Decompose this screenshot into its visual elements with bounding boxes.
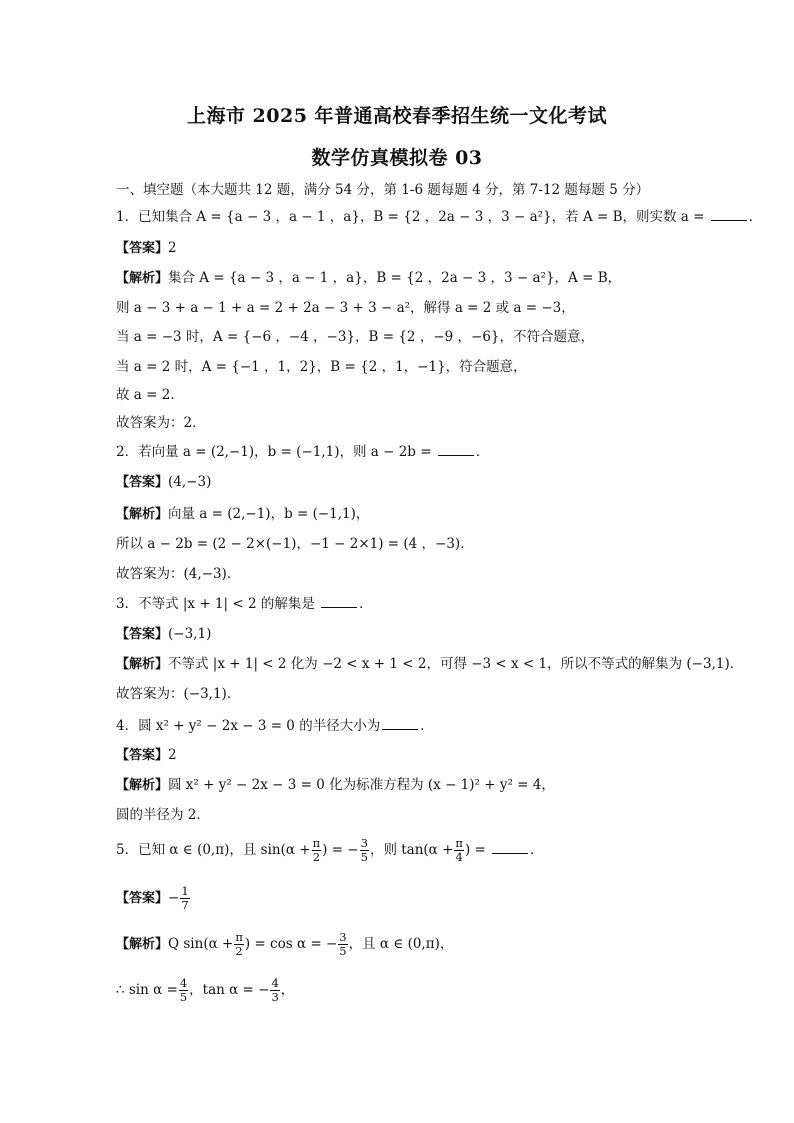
q5-analysis-2	[116, 976, 716, 1004]
fraction-denominator: 7	[181, 898, 189, 912]
section-heading: 一、填空题（本大题共 12 题，满分 54 分，第 1-6 题每题 4 分，第 7-12 题每题 5 分）	[116, 182, 650, 198]
fraction-numerator: 4	[271, 976, 279, 990]
answer-label: 【答案】	[116, 475, 169, 490]
q4-answer	[116, 746, 716, 765]
q1-analysis-4: 当 a = 2 时，A = {−1 ，1，2}，B = {2 ，1，−1}，符合题意，	[116, 359, 527, 375]
fraction-denominator: 5	[339, 944, 347, 958]
q1-analysis-5: 故 a = 2．	[116, 387, 184, 403]
q2-analysis-3: 故答案为：(4,−3)．	[116, 566, 241, 582]
q4-stem: 4．圆 x² + y² − 2x − 3 = 0 的半径大小为	[116, 718, 381, 734]
fraction-numerator: 3	[360, 836, 368, 850]
fraction	[179, 977, 188, 1004]
q1-analysis-6: 故答案为：2．	[116, 415, 206, 431]
q5-stem-mid2: ，则 tan(α +	[369, 842, 454, 858]
analysis-label: 【解析】	[116, 778, 169, 793]
question-1: 1．已知集合 A = {a − 3 ，a − 1 ，a}，B = {2 ，2a − 3 ，3 − a²}，若 A = B，则实数 a = ．	[116, 209, 763, 225]
fraction-numerator: π	[235, 930, 243, 944]
q5-analysis-mid: ) = cos α = −	[244, 936, 338, 952]
fraction-denominator: 2	[235, 944, 243, 958]
q3-analysis-2: 故答案为：(−3,1)．	[116, 686, 241, 702]
q2-analysis-2: 所以 a − 2b = (2 − 2×(−1)，−1 − 2×1) = (4 ，−3)．	[116, 536, 474, 552]
answer-blank	[321, 595, 357, 608]
fraction	[234, 931, 244, 958]
q2-stem: 2．若向量 a = (2,−1)，b = (−1,1)，则 a − 2b =	[116, 444, 436, 460]
answer-blank	[711, 208, 747, 221]
q3-answer	[116, 625, 716, 644]
answer-blank	[492, 841, 528, 854]
q5-answer-sign: −	[168, 890, 180, 906]
fraction	[338, 931, 347, 958]
answer-blank	[382, 717, 418, 730]
q4-analysis-2: 圆的半径为 2．	[116, 807, 210, 823]
analysis-label: 【解析】	[116, 937, 169, 952]
question-5: 5．已知 α ∈ (0,π)，且 sin(α + $\frac{\pi}{2}$ ) = − $\frac{3}{5}$ ，则 tan(α + $\frac{\pi}{4}$ ) = ．	[116, 836, 544, 864]
question-3: 3．不等式 |x + 1| < 2 的解集是 ．	[116, 596, 373, 612]
answer-label: 【答案】	[116, 891, 169, 906]
q1-set-b: B = {2 ，2a − 3 ，3 − a²}	[373, 209, 552, 225]
q5-stem-mid1: ) = −	[322, 842, 359, 858]
q2-analysis-text-1: 向量 a = (2,−1)，b = (−1,1)，	[168, 506, 370, 522]
q1-analysis-text-1: 集合 A = {a − 3 ，a − 1 ，a}，B = {2 ，2a − 3 ，3 − a²}，A = B，	[168, 270, 622, 286]
fraction-numerator: 4	[179, 976, 188, 990]
fraction	[360, 837, 369, 864]
fraction-numerator: 3	[339, 930, 347, 944]
q5-analysis2-post: ，	[280, 982, 295, 998]
fraction-denominator: 5	[360, 850, 368, 864]
answer-label: 【答案】	[116, 627, 169, 642]
q1-set-a: A = {a − 3 ，a − 1 ，a}	[196, 209, 360, 225]
answer-label: 【答案】	[116, 241, 169, 256]
q1-stem-pre: 1．已知集合	[116, 209, 197, 225]
q1-answer	[116, 239, 716, 258]
q3-analysis-1	[116, 655, 744, 674]
q3-answer-value: (−3,1)	[168, 626, 212, 642]
q5-analysis-pre: Q sin(α +	[168, 936, 234, 952]
q2-answer-value: (4,−3)	[168, 474, 212, 490]
question-4: 4．圆 x² + y² − 2x − 3 = 0 的半径大小为 ．	[116, 718, 434, 734]
analysis-label: 【解析】	[116, 657, 169, 672]
q1-analysis-2: 则 a − 3 + a − 1 + a = 2 + 2a − 3 + 3 − a²，解得 a = 2 或 a = −3，	[116, 300, 575, 316]
q1-analysis-1	[116, 269, 716, 288]
fraction	[180, 885, 189, 912]
q5-analysis-post: ，且 α ∈ (0,π)，	[348, 936, 454, 952]
fraction	[270, 977, 279, 1004]
q2-analysis-1	[116, 505, 716, 524]
q4-analysis-text-1: 圆 x² + y² − 2x − 3 = 0 化为标准方程为 (x − 1)² + y² = 4，	[168, 777, 555, 793]
answer-label: 【答案】	[116, 748, 169, 763]
analysis-label: 【解析】	[116, 507, 169, 522]
q2-answer	[116, 473, 716, 492]
q5-answer	[116, 884, 716, 913]
fraction-denominator: 5	[179, 990, 188, 1004]
fraction-denominator: 2	[312, 850, 321, 864]
fraction-numerator: π	[455, 836, 463, 850]
fraction-denominator: 4	[455, 850, 463, 864]
q3-analysis-text-1: 不等式 |x + 1| < 2 化为 −2 < x + 1 < 2，可得 −3 < x < 1，所以不等式的解集为 (−3,1)．	[168, 656, 744, 672]
q4-answer-value: 2	[168, 747, 177, 763]
fraction	[312, 837, 322, 864]
fraction	[454, 837, 464, 864]
document-subtitle: 数学仿真模拟卷 03	[311, 147, 483, 169]
q5-stem-pre: 5．已知 α ∈ (0,π)，且 sin(α +	[116, 842, 311, 858]
q5-analysis2-pre: ∴ sin α =	[116, 982, 178, 998]
q5-stem-mid3: ) =	[464, 842, 491, 858]
q4-analysis-1	[116, 776, 716, 795]
fraction-numerator: π	[312, 836, 321, 850]
analysis-label: 【解析】	[116, 271, 169, 286]
fraction-numerator: 1	[181, 884, 189, 898]
q3-stem: 3．不等式 |x + 1| < 2 的解集是	[116, 596, 320, 612]
q5-analysis2-mid: ，tan α = −	[189, 982, 270, 998]
q5-analysis-1	[116, 930, 716, 959]
fraction-denominator: 3	[271, 990, 279, 1004]
question-2: 2．若向量 a = (2,−1)，b = (−1,1)，则 a − 2b = ．	[116, 444, 490, 460]
q1-stem-post: ，若 A = B，则实数 a =	[551, 209, 709, 225]
document-title: 上海市 2025 年普通高校春季招生统一文化考试	[186, 105, 608, 127]
q1-answer-value: 2	[168, 240, 177, 256]
answer-blank	[438, 443, 474, 456]
q1-analysis-3: 当 a = −3 时，A = {−6 ，−4 ，−3}，B = {2 ，−9 ，−6}，不符合题意，	[116, 329, 594, 345]
